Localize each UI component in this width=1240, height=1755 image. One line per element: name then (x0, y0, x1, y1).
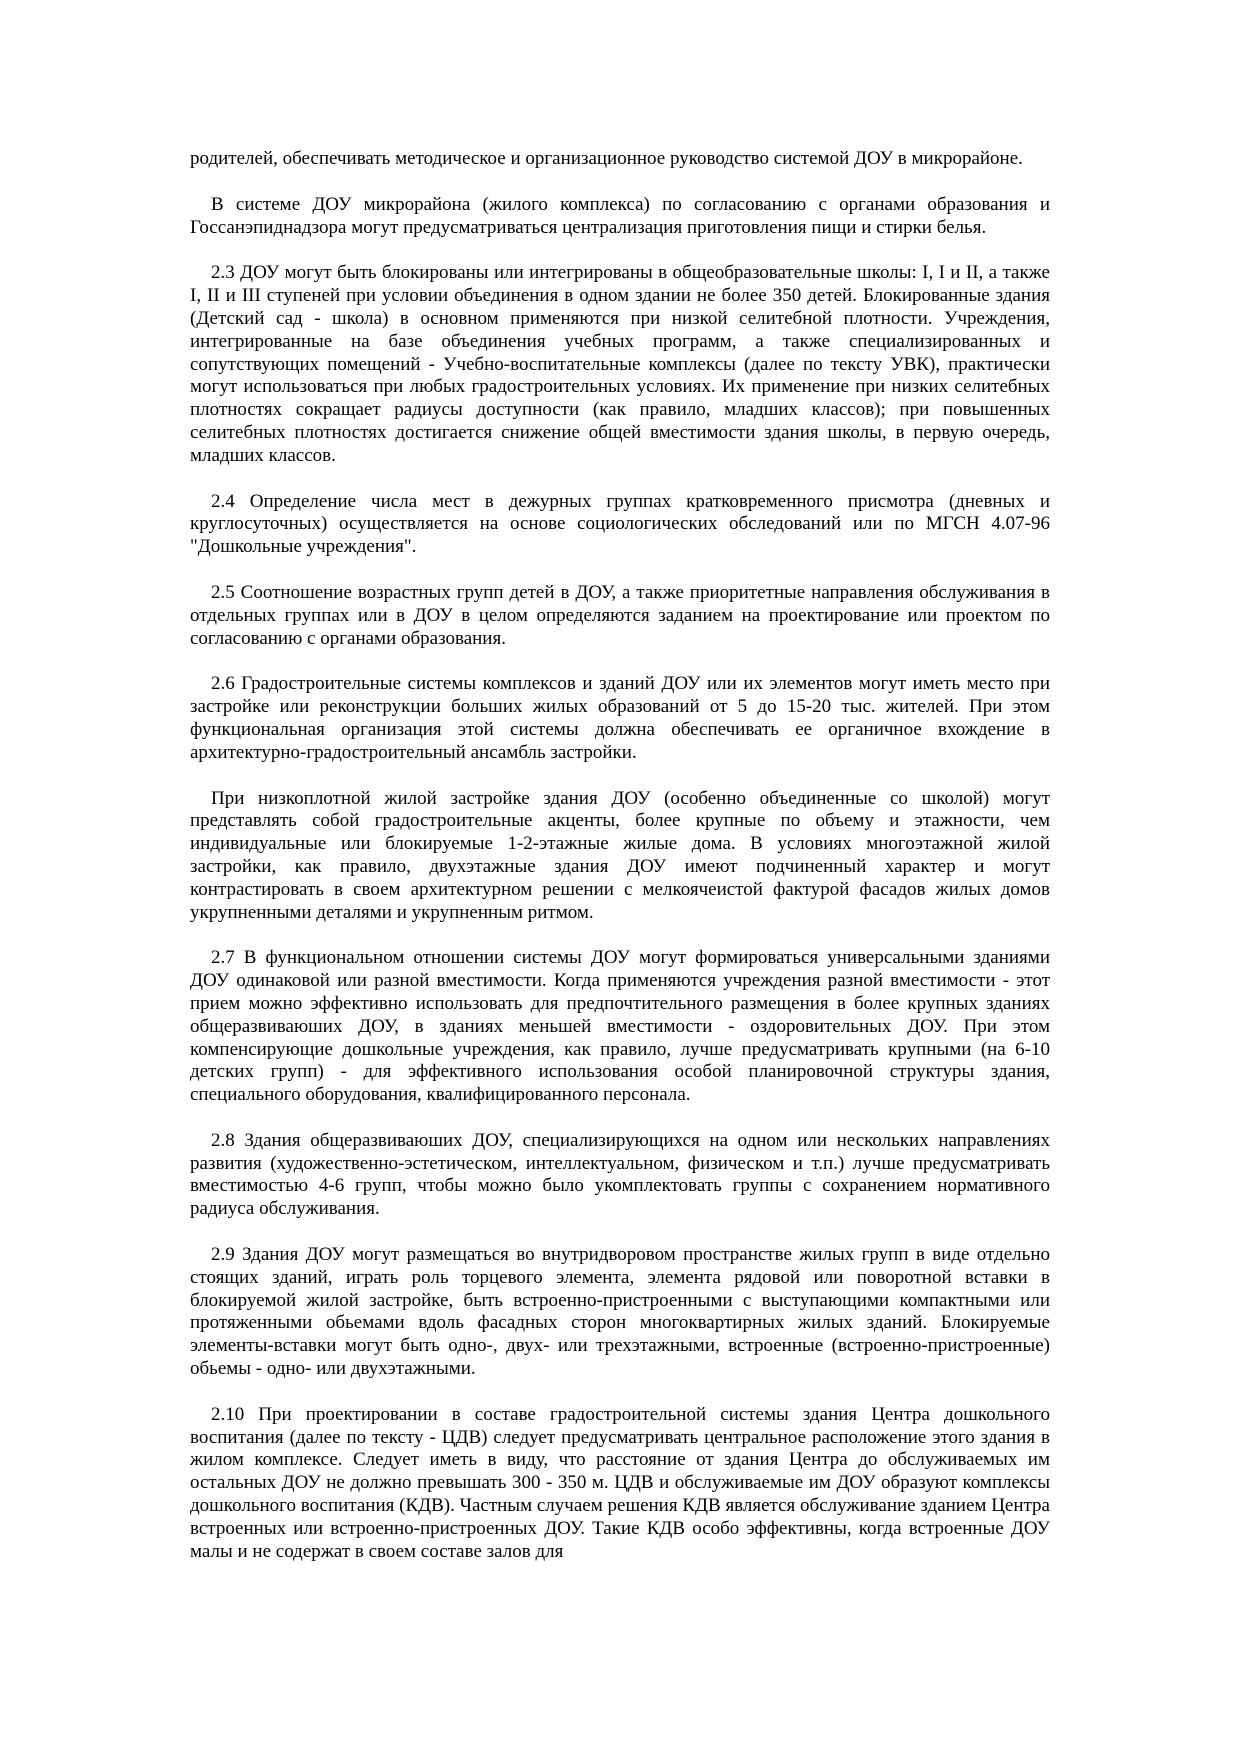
paragraph-2-10: 2.10 При проектировании в составе градостроительной системы здания Центра дошкольного воспитания (далее по тексту - ЦДВ) следует предусматривать центральное расположение этого здания в жилом комплексе. Следует иметь в виду, что расстояние от здания Центра до обслуживаемых им остальных ДОУ не должно превышать 300 - 350 м. ЦДВ и обслуживаемые им ДОУ образуют комплексы дошкольного воспитания (КДВ). Частным случаем решения КДВ является обслуживание зданием Центра встроенных или встроенно-пристроенных ДОУ. Такие КДВ особо эффективны, когда встроенные ДОУ малы и не содержат в своем составе залов для (190, 1403, 1050, 1562)
paragraph-2-9: 2.9 Здания ДОУ могут размещаться во внутридворовом пространстве жилых групп в виде отдельно стоящих зданий, играть роль торцевого элемента, элемента рядовой или поворотной вставки в блокируемой жилой застройке, быть встроенно-пристроенными с выступающими компактными или протяженными обьемами вдоль фасадных сторон многоквартирных жилых зданий. Блокируемые элементы-вставки могут быть одно-, двух- или трехэтажными, встроенные (встроенно-пристроенные) обьемы - одно- или двухэтажными. (190, 1244, 1050, 1380)
paragraph-2-8: 2.8 Здания общеразвиваюших ДОУ, специализирующихся на одном или нескольких направлениях развития (художественно-эстетическом, интеллектуальном, физическом и т.п.) лучше предусматривать вместимостью 4-6 групп, чтобы можно было укомплектовать группы с сохранением нормативного радиуса обслуживания. (190, 1129, 1050, 1220)
paragraph-low-density: При низкоплотной жилой застройке здания ДОУ (особенно объединенные со школой) могут представлять собой градостроительные акценты, более крупные по объему и этажности, чем индивидуальные или блокируемые 1-2-этажные жилые дома. В условиях многоэтажной жилой застройки, как правило, двухэтажные здания ДОУ имеют подчиненный характер и могут контрастировать в своем архитектурном решении с мелкоячеистой фактурой фасадов жилых домов укрупненными деталями и укрупненным ритмом. (190, 787, 1050, 923)
paragraph-2-7: 2.7 В функциональном отношении системы ДОУ могут формироваться универсальными зданиями ДОУ одинаковой или разной вместимости. Когда применяются учреждения разной вместимости - этот прием можно эффективно использовать для предпочтительного размещения в более крупных зданиях общеразвиваюших ДОУ, в зданиях меньшей вместимости - оздоровительных ДОУ. При этом компенсирующие дошкольные учреждения, как правило, лучше предусматривать крупными (на 6-10 детских групп) - для эффективного использования особой планировочной структуры здания, специального оборудования, квалифицированного персонала. (190, 947, 1050, 1106)
paragraph-2-3: 2.3 ДОУ могут быть блокированы или интегрированы в общеобразовательные школы: I, I и II, а также I, II и III ступеней при условии объединения в одном здании не более 350 детей. Блокированные здания (Детский сад - школа) в основном применяются при низкой селитебной плотности. Учреждения, интегрированные на базе объединения учебных программ, а также специализированных и сопутствующих помещений - Учебно-воспитательные комплексы (далее по тексту УВК), практически могут использоваться при любых градостроительных условиях. Их применение при низких селитебных плотностях сокращает радиусы доступности (как правило, младших классов); при повышенных селитебных плотностях достигается снижение общей вместимости здания школы, в первую очередь, младших классов. (190, 262, 1050, 466)
document-page (190, 148, 1050, 1586)
paragraph-2-5: 2.5 Соотношение возрастных групп детей в ДОУ, а также приоритетные направления обслуживания в отдельных группах или в ДОУ в целом определяются заданием на проектирование или проектом по согласованию с органами образования. (190, 581, 1050, 649)
paragraph-2-4: 2.4 Определение числа мест в дежурных группах кратковременного присмотра (дневных и круглосуточных) осуществляется на основе социологических обследований или по МГСН 4.07-96 "Дошкольные учреждения". (190, 490, 1050, 558)
paragraph-2-6: 2.6 Градостроительные системы комплексов и зданий ДОУ или их элементов могут иметь место при застройке или реконструкции больших жилых образований от 5 до 15-20 тыс. жителей. При этом функциональная организация этой системы должна обеспечивать ее органичное вхождение в архитектурно-градостроительный ансамбль застройки. (190, 673, 1050, 763)
paragraph-continuation: родителей, обеспечивать методическое и организационное руководство системой ДОУ в микрорайоне. (190, 148, 1023, 169)
paragraph-centralization: В системе ДОУ микрорайона (жилого комплекса) по согласованию с органами образования и Госсанэпиднадзора могут предусматриваться централизация приготовления пищи и стирки белья. (190, 193, 1050, 238)
